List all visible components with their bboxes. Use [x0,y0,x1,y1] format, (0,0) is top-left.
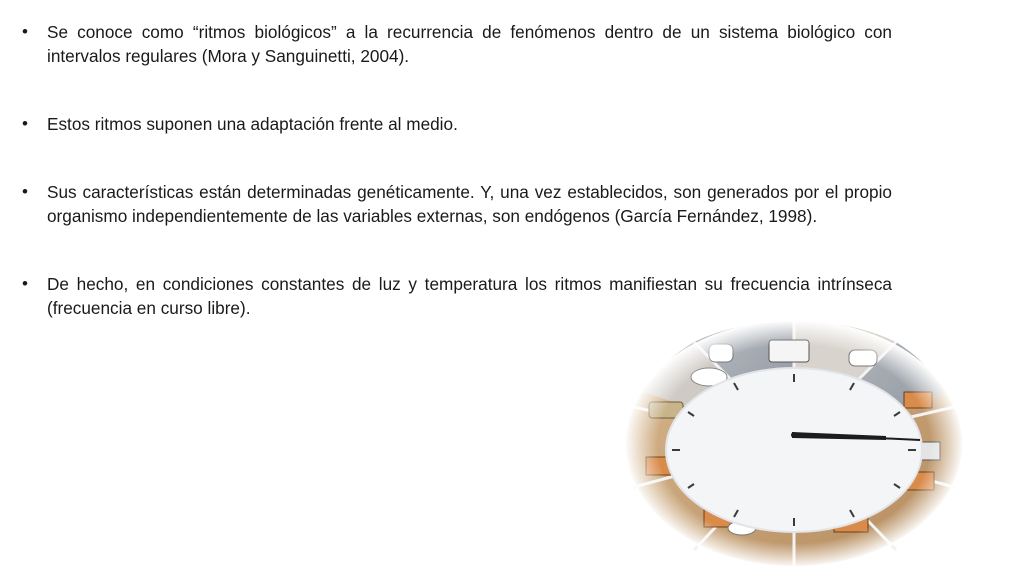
bullet-item-1 [22,20,892,68]
bullet-marker: • [22,182,28,201]
daily-routine-clock-illustration [624,322,964,572]
vignette [624,322,964,568]
bullet-list [22,20,892,364]
bullet-text: De hecho, en condiciones constantes de luz y temperatura los ritmos manifiestan su frecuencia intrínseca (frecuencia en curso libre). [47,274,892,318]
bullet-marker: • [22,114,28,133]
bullet-marker: • [22,22,28,41]
bullet-item-4 [22,272,892,320]
bullet-text: Sus características están determinadas genéticamente. Y, una vez establecidos, son generados por el propio organismo independientemente de las variables externas, son endógenos (García Fernández, 1998). [47,182,892,226]
bullet-item-3 [22,180,892,228]
bullet-item-2 [22,112,892,136]
bullet-marker: • [22,274,28,293]
clock-icon [624,322,964,572]
bullet-text: Estos ritmos suponen una adaptación frente al medio. [47,114,458,134]
bullet-text: Se conoce como “ritmos biológicos” a la recurrencia de fenómenos dentro de un sistema biológico con intervalos regulares (Mora y Sanguinetti, 2004). [47,22,892,66]
